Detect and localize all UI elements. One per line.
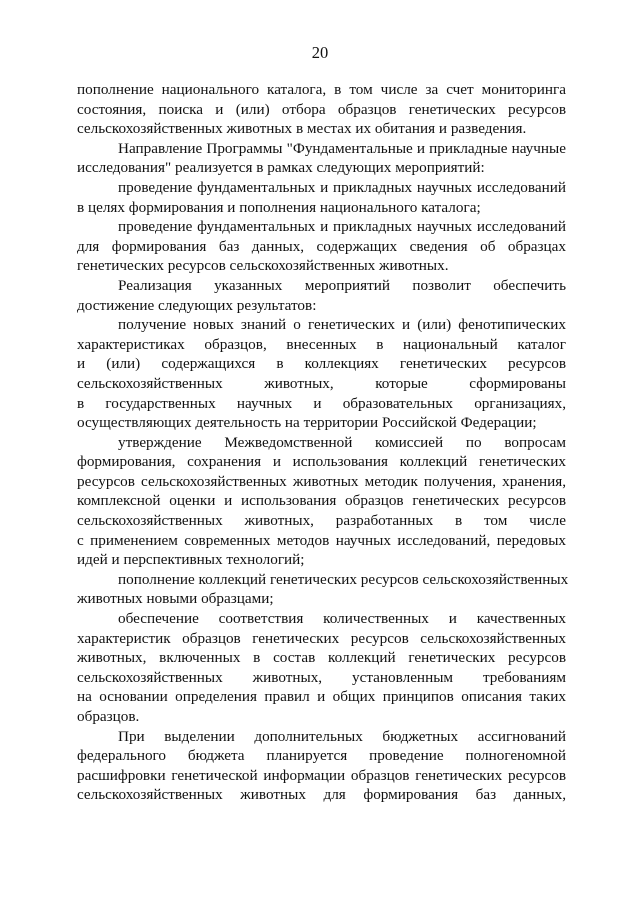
text-line: и (или) содержащихся в коллекциях генетических ресурсов: [77, 355, 566, 373]
text-line: комплексной оценки и использования образцов генетических ресурсов: [77, 492, 566, 510]
text-line: проведение фундаментальных и прикладных научных исследований: [118, 218, 566, 236]
text-line: федерального бюджета планируется проведение полногеномной: [77, 747, 566, 765]
text-line: генетических ресурсов сельскохозяйственных животных.: [77, 257, 449, 275]
text-line: получение новых знаний о генетических и (или) фенотипических: [118, 316, 566, 334]
text-line: в целях формирования и пополнения национального каталога;: [77, 198, 481, 216]
text-line: проведение фундаментальных и прикладных научных исследований: [118, 178, 566, 196]
text-line: сельскохозяйственных животных в местах их обитания и разведения.: [77, 120, 527, 138]
text-line: для формирования баз данных, содержащих сведения об образцах: [77, 237, 566, 255]
text-line: образцов.: [77, 708, 140, 725]
text-line: утверждение Межведомственной комиссией по вопросам: [118, 433, 566, 451]
text-line: сельскохозяйственных животных, установленным требованиям: [77, 668, 566, 686]
text-line: состояния, поиска и (или) отбора образцов генетических ресурсов: [77, 100, 566, 118]
text-line: пополнение коллекций генетических ресурсов сельскохозяйственных: [118, 570, 569, 588]
text-line: расшифровки генетической информации образцов генетических ресурсов: [77, 766, 566, 784]
text-line: сельскохозяйственных животных, которые сформированы: [77, 374, 566, 392]
text-line: с применением современных методов научных исследований, передовых: [77, 531, 566, 549]
text-line: ресурсов сельскохозяйственных животных методик получения, хранения,: [77, 472, 566, 490]
text-line: характеристик образцов генетических ресурсов сельскохозяйственных: [77, 629, 566, 647]
text-line: осуществляющих деятельность на территории Российской Федерации;: [77, 414, 537, 432]
text-line: животных новыми образцами;: [77, 590, 274, 608]
text-line: на основании определения правил и общих принципов описания таких: [77, 688, 566, 706]
text-line: формирования, сохранения и использования коллекций генетических: [77, 453, 566, 471]
text-line: достижение следующих результатов:: [77, 296, 317, 314]
text-line: в государственных научных и образовательных организациях,: [77, 394, 566, 412]
body-text: [77, 80, 569, 805]
text-line: При выделении дополнительных бюджетных ассигнований: [118, 727, 566, 745]
text-line: сельскохозяйственных животных для формирования баз данных,: [77, 786, 566, 804]
text-line: исследования" реализуется в рамках следующих мероприятий:: [77, 159, 485, 177]
text-line: обеспечение соответствия количественных и качественных: [118, 610, 566, 628]
text-line: характеристиках образцов, внесенных в национальный каталог: [77, 335, 566, 353]
text-line: животных, включенных в состав коллекций генетических ресурсов: [77, 649, 566, 667]
text-line: сельскохозяйственных животных, разработанных в том числе: [77, 512, 566, 530]
page-number: 20: [311, 43, 329, 62]
text-line: идей и перспективных технологий;: [77, 551, 305, 569]
text-line: Направление Программы "Фундаментальные и прикладные научные: [118, 139, 566, 157]
text-line: пополнение национального каталога, в том числе за счет мониторинга: [77, 81, 566, 98]
text-line: Реализация указанных мероприятий позволит обеспечить: [118, 276, 566, 294]
